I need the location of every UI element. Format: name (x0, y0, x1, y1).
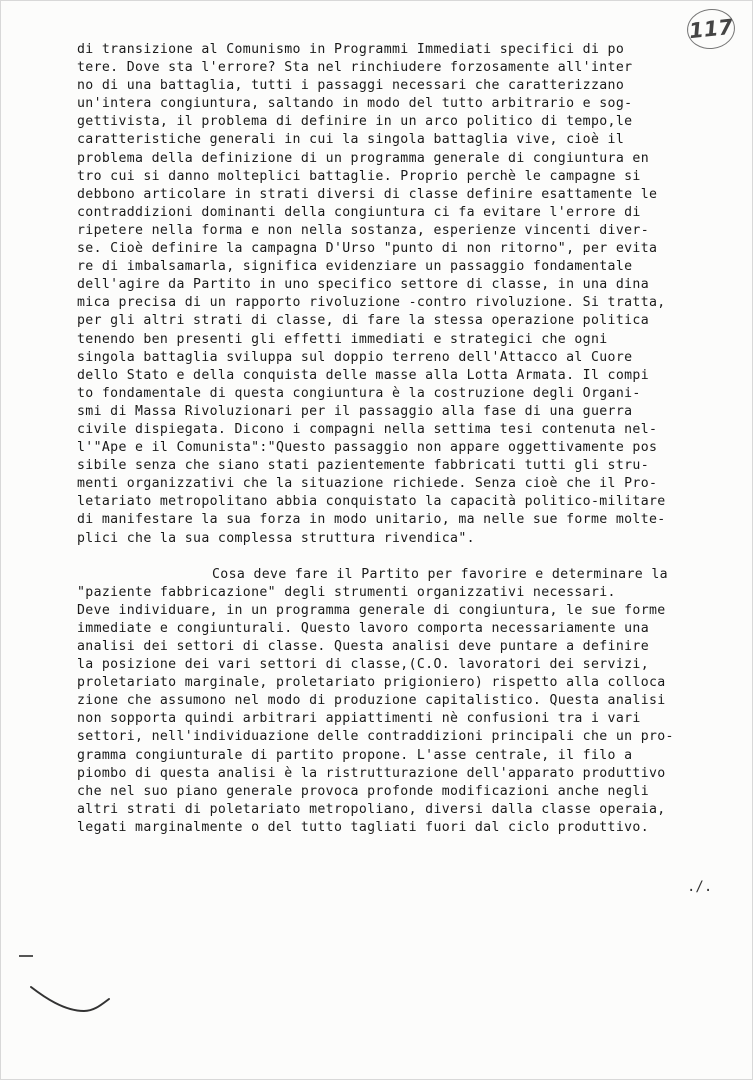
text-line: non sopporta quindi arbitrari appiattimenti nè confusioni tra i vari (77, 711, 641, 727)
paragraph-2 (77, 566, 749, 837)
text-line: immediate e congiunturali. Questo lavoro comporta necessariamente una (77, 620, 649, 636)
text-line: "paziente fabbricazione" degli strumenti organizzativi necessari. (77, 584, 616, 600)
text-line: dell'agire da Partito in uno specifico settore di classe, in una dina (77, 277, 649, 293)
text-line: problema della definizione di un programma generale di congiuntura en (77, 150, 649, 166)
text-line: mica precisa di un rapporto rivoluzione -contro rivoluzione. Si tratta, (77, 295, 666, 311)
text-line: la posizione dei vari settori di classe,(C.O. lavoratori dei servizi, (77, 657, 649, 673)
handwritten-mark (29, 979, 119, 1019)
text-line: proletariato marginale, proletariato prigioniero) rispetto alla colloca (77, 675, 666, 691)
typed-text (77, 41, 749, 837)
text-line: l'"Ape e il Comunista":"Questo passaggio non appare oggettivamente pos (77, 440, 658, 456)
text-line: legati marginalmente o del tutto tagliati fuori dal ciclo produttivo. (77, 819, 649, 835)
text-line: analisi dei settori di classe. Questa analisi deve puntare a definire (77, 639, 649, 654)
text-line: tere. Dove sta l'errore? Sta nel rinchiudere forzosamente all'inter (77, 60, 633, 76)
margin-dash (19, 955, 33, 957)
text-line: gettivista, il problema di definire in un arco politico di tempo,le (77, 114, 633, 130)
text-line: tro cui si danno molteplici battaglie. Proprio perchè le campagne si (77, 168, 641, 184)
text-line: che nel suo piano generale provoca profonde modificazioni anche negli (77, 783, 649, 799)
text-line: no di una battaglia, tutti i passaggi necessari che caratterizzano (77, 78, 625, 94)
text-line: piombo di questa analisi è la ristrutturazione dell'apparato produttivo (77, 765, 666, 781)
text-line: Cosa deve fare il Partito per favorire e determinare la (212, 566, 668, 582)
text-line: di transizione al Comunismo in Programmi Immediati specifici di po (77, 42, 625, 57)
text-line: debbono articolare in strati diversi di classe definire esattamente le (77, 186, 658, 202)
text-line: tenendo ben presenti gli effetti immediati e strategici che ogni (77, 331, 608, 347)
text-line: civile dispiegata. Dicono i compagni nella settima tesi contenuta nel- (77, 421, 658, 437)
text-line: Deve individuare, in un programma generale di congiuntura, le sue forme (77, 602, 666, 618)
text-line: letariato metropolitano abbia conquistato la capacità politico-militare (77, 494, 666, 510)
text-line: sibile senza che siano stati pazientemente fabbricati tutti gli stru- (77, 458, 649, 474)
text-line: di manifestare la sua forza in modo unitario, ma nelle sue forme molte- (77, 512, 666, 528)
text-line: per gli altri strati di classe, di fare la stessa operazione politica (77, 313, 649, 329)
text-line: gramma congiunturale di partito propone. L'asse centrale, il filo a (77, 747, 633, 763)
text-line: ripetere nella forma e non nella sostanza, esperienze vincenti diver- (77, 222, 649, 238)
text-line: caratteristiche generali in cui la singola battaglia vive, cioè il (77, 132, 625, 148)
text-line: se. Cioè definire la campagna D'Urso "punto di non ritorno", per evita (77, 241, 658, 257)
text-line: dello Stato e della conquista delle masse alla Lotta Armata. Il compi (77, 367, 649, 383)
text-line: contraddizioni dominanti della congiuntura ci fa evitare l'errore di (77, 204, 641, 220)
paragraph-1 (77, 41, 749, 548)
text-line: zione che assumono nel modo di produzione capitalistico. Questa analisi (77, 693, 666, 709)
text-line: plici che la sua complessa struttura rivendica". (77, 530, 475, 546)
text-line: altri strati di poletariato metropoliano, diversi dalla classe operaia, (77, 801, 666, 817)
page-number-stamp: 117 (685, 7, 737, 52)
text-line: smi di Massa Rivoluzionari per il passaggio alla fase di una guerra (77, 403, 633, 419)
continuation-mark: ./. (687, 879, 713, 895)
text-line: singola battaglia sviluppa sul doppio terreno dell'Attacco al Cuore (77, 349, 633, 365)
text-line: to fondamentale di questa congiuntura è la costruzione degli Organi- (77, 385, 641, 401)
text-line: un'intera congiuntura, saltando in modo del tutto arbitrario e sog- (77, 96, 633, 112)
text-line: re di imbalsamarla, significa evidenziare un passaggio fondamentale (77, 259, 633, 275)
text-line: settori, nell'individuazione delle contraddizioni principali che un pro- (77, 729, 674, 745)
paragraph-gap (77, 548, 749, 566)
text-line: menti organizzativi che la situazione richiede. Senza cioè che il Pro- (77, 476, 658, 492)
